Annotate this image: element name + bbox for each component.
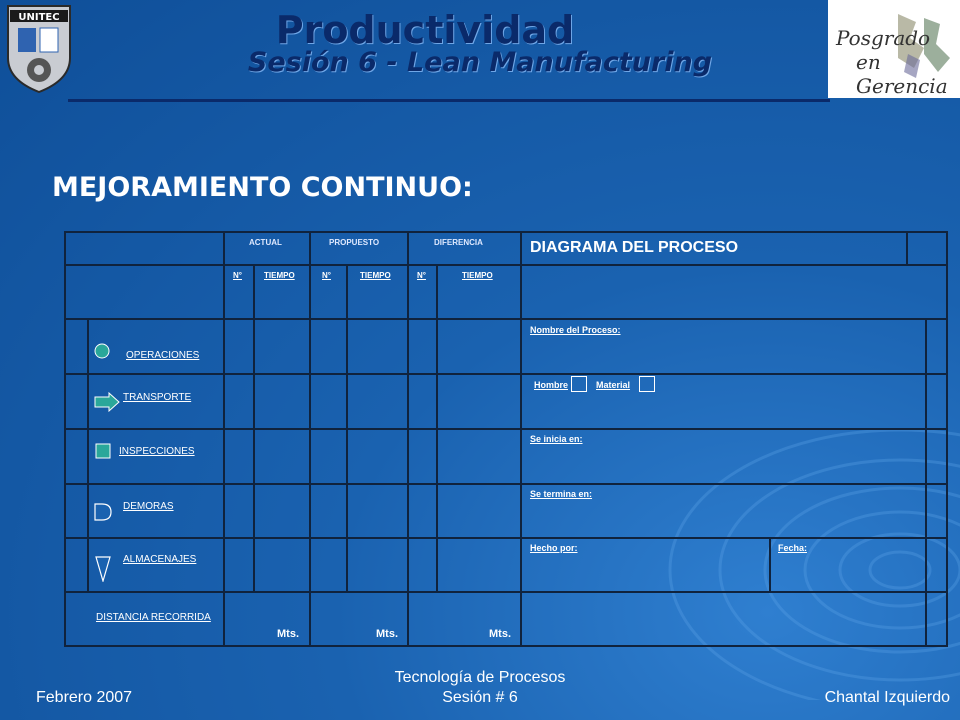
footer-date: Febrero 2007 [36,689,133,706]
subheader-diferencia-no: N° [417,271,426,280]
form-label-se-inicia: Se inicia en: [530,434,583,444]
table-border [223,231,225,647]
arrow-right-icon [94,392,120,412]
material-checkbox[interactable] [639,376,655,392]
page-subtitle: Sesión 6 - Lean Manufacturing [247,47,713,78]
row-label-transporte: TRANSPORTE [123,392,192,403]
triangle-down-icon [95,556,111,582]
circle-icon [94,343,110,359]
row-label-operaciones: OPERACIONES [126,350,200,361]
hombre-checkbox[interactable] [571,376,587,392]
footer-author: Chantal Izquierdo [824,689,950,706]
subheader-actual-tiempo: TIEMPO [264,271,295,280]
table-border [520,231,522,647]
table-border [64,231,66,647]
subheader-propuesto-tiempo: TIEMPO [360,271,391,280]
table-border [407,231,409,647]
subheader-propuesto-no: N° [322,271,331,280]
row-label-inspecciones: INSPECCIONES [119,446,195,457]
table-border [87,318,89,593]
header-actual: ACTUAL [249,238,282,247]
form-label-fecha: Fecha: [778,543,808,553]
title-block [180,4,780,78]
table-border [64,231,948,233]
header-propuesto: PROPUESTO [329,238,380,247]
posgrado-logo-line1: Posgrado [836,26,931,50]
unitec-logo-text: UNITEC [18,12,60,23]
distance-unit-actual: Mts. [277,628,299,640]
table-border [64,318,948,320]
d-shape-icon [94,503,112,521]
form-label-hecho-por: Hecho por: [530,543,578,553]
posgrado-logo [828,0,960,98]
form-label-se-termina: Se termina en: [530,489,593,499]
table-border [64,645,948,647]
header-divider [68,99,830,102]
table-border [436,264,438,593]
diagram-title: DIAGRAMA DEL PROCESO [530,239,739,256]
form-label-material: Material [596,380,631,390]
table-border [64,373,948,375]
square-icon [95,443,111,459]
form-label-nombre-proceso: Nombre del Proceso: [530,325,621,335]
section-title: MEJORAMIENTO CONTINUO: [52,172,473,203]
posgrado-logo-line2: en Gerencia [856,50,948,98]
row-label-distancia: DISTANCIA RECORRIDA [96,612,211,623]
subheader-diferencia-tiempo: TIEMPO [462,271,493,280]
page-title: Productividad [275,8,575,52]
table-border [946,231,948,647]
table-border [769,537,771,593]
table-border [64,537,948,539]
table-border [309,231,311,647]
footer-course-line2: Sesión # 6 [442,689,518,706]
distance-unit-propuesto: Mts. [376,628,398,640]
subheader-actual-no: N° [233,271,242,280]
table-border [906,231,908,266]
unitec-logo [4,2,74,94]
footer-course-line1: Tecnología de Procesos [394,669,566,686]
form-label-hombre: Hombre [534,380,569,390]
row-label-demoras: DEMORAS [123,501,174,512]
table-border [64,428,948,430]
row-label-almacenajes: ALMACENAJES [123,554,197,565]
table-border [253,264,255,593]
table-border [64,591,948,593]
distance-unit-diferencia: Mts. [489,628,511,640]
table-border [64,483,948,485]
table-border [346,264,348,593]
table-border [64,264,948,266]
table-border [925,318,927,647]
header-diferencia: DIFERENCIA [434,238,483,247]
